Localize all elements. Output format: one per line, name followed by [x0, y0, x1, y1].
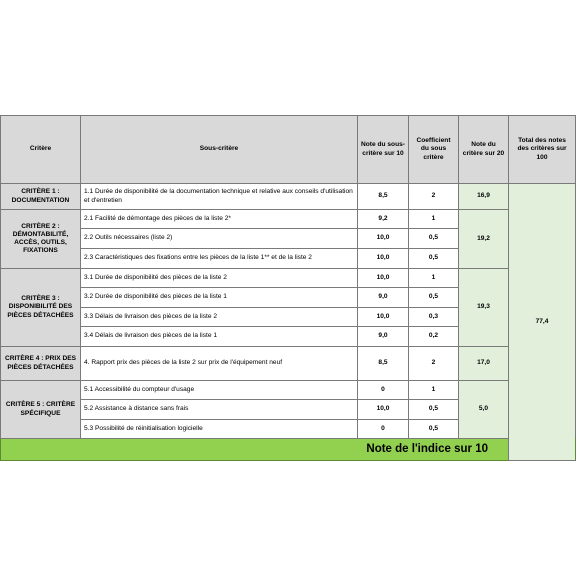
- final-score-row: [1, 439, 576, 461]
- subcriterion-label: 3.3 Délais de livraison des pièces de la liste 2: [81, 308, 358, 327]
- criterion-label: CRITÈRE 1 : DOCUMENTATION: [1, 184, 81, 210]
- subcriterion-note: 10,0: [358, 269, 409, 288]
- subcriterion-note: 10,0: [358, 400, 409, 420]
- subcriterion-coefficient: 0,5: [409, 249, 459, 269]
- table-row: [1, 184, 576, 210]
- subcriterion-label: 4. Rapport prix des pièces de la liste 2 sur prix de l'équipement neuf: [81, 347, 358, 381]
- subcriterion-coefficient: 2: [409, 184, 459, 210]
- criterion-score: 19,3: [459, 269, 509, 347]
- table-row: [1, 347, 576, 381]
- subcriterion-coefficient: 0,5: [409, 229, 459, 249]
- header-note-sous-critere: Note du sous-critère sur 10: [358, 116, 409, 184]
- subcriterion-label: 5.1 Accessibilité du compteur d'usage: [81, 381, 358, 400]
- subcriterion-note: 8,5: [358, 184, 409, 210]
- criterion-label: CRITÈRE 2 : DÉMONTABILITÉ, ACCÈS, OUTILS, FIXATIONS: [1, 210, 81, 269]
- subcriterion-coefficient: 1: [409, 269, 459, 288]
- subcriterion-note: 0: [358, 381, 409, 400]
- subcriterion-note: 8,5: [358, 347, 409, 381]
- table-row: [1, 381, 576, 400]
- subcriterion-note: 10,0: [358, 249, 409, 269]
- subcriterion-note: 0: [358, 420, 409, 439]
- criterion-score: 17,0: [459, 347, 509, 381]
- subcriterion-label: 2.1 Facilité de démontage des pièces de la liste 2*: [81, 210, 358, 229]
- subcriterion-label: 3.4 Délais de livraison des pièces de la liste 1: [81, 327, 358, 347]
- subcriterion-coefficient: 0,5: [409, 288, 459, 308]
- subcriterion-coefficient: 1: [409, 210, 459, 229]
- subcriterion-note: 9,2: [358, 210, 409, 229]
- header-sous-critere: Sous-critère: [81, 116, 358, 184]
- subcriterion-label: 1.1 Durée de disponibilité de la documentation technique et relative aux conseils d'utilisation et d'entretien: [81, 184, 358, 210]
- subcriterion-note: 9,0: [358, 288, 409, 308]
- subcriterion-label: 2.2 Outils nécessaires (liste 2): [81, 229, 358, 249]
- subcriterion-label: 3.2 Durée de disponibilité des pièces de la liste 1: [81, 288, 358, 308]
- subcriterion-coefficient: 0,5: [409, 400, 459, 420]
- criterion-score: 16,9: [459, 184, 509, 210]
- subcriterion-label: 5.2 Assistance à distance sans frais: [81, 400, 358, 420]
- header-critere: Critère: [1, 116, 81, 184]
- subcriterion-note: 10,0: [358, 308, 409, 327]
- subcriterion-label: 3.1 Durée de disponibilité des pièces de la liste 2: [81, 269, 358, 288]
- subcriterion-coefficient: 1: [409, 381, 459, 400]
- subcriterion-note: 10,0: [358, 229, 409, 249]
- subcriterion-coefficient: 0,5: [409, 420, 459, 439]
- subcriterion-coefficient: 2: [409, 347, 459, 381]
- final-score-label: Note de l'indice sur 10: [1, 439, 509, 461]
- subcriterion-note: 9,0: [358, 327, 409, 347]
- table-row: [1, 210, 576, 229]
- criterion-score: 19,2: [459, 210, 509, 269]
- subcriterion-coefficient: 0,2: [409, 327, 459, 347]
- header-note-critere: Note du critère sur 20: [459, 116, 509, 184]
- criterion-label: CRITÈRE 4 : PRIX DES PIÈCES DÉTACHÉES: [1, 347, 81, 381]
- criterion-label: CRITÈRE 5 : CRITÈRE SPÉCIFIQUE: [1, 381, 81, 439]
- subcriterion-label: 5.3 Possibilité de réinitialisation logicielle: [81, 420, 358, 439]
- criterion-label: CRITÈRE 3 : DISPONIBILITÉ DES PIÈCES DÉTACHÉES: [1, 269, 81, 347]
- repairability-index-table: [0, 115, 576, 461]
- criterion-score: 5,0: [459, 381, 509, 439]
- header-total: Total des notes des critères sur 100: [509, 116, 576, 184]
- header-coefficient: Coefficient du sous critère: [409, 116, 459, 184]
- subcriterion-label: 2.3 Caractéristiques des fixations entre les pièces de la liste 1** et de la liste 2: [81, 249, 358, 269]
- subcriterion-coefficient: 0,3: [409, 308, 459, 327]
- header-row: [1, 116, 576, 184]
- total-score: 77,4: [509, 184, 576, 461]
- table-row: [1, 269, 576, 288]
